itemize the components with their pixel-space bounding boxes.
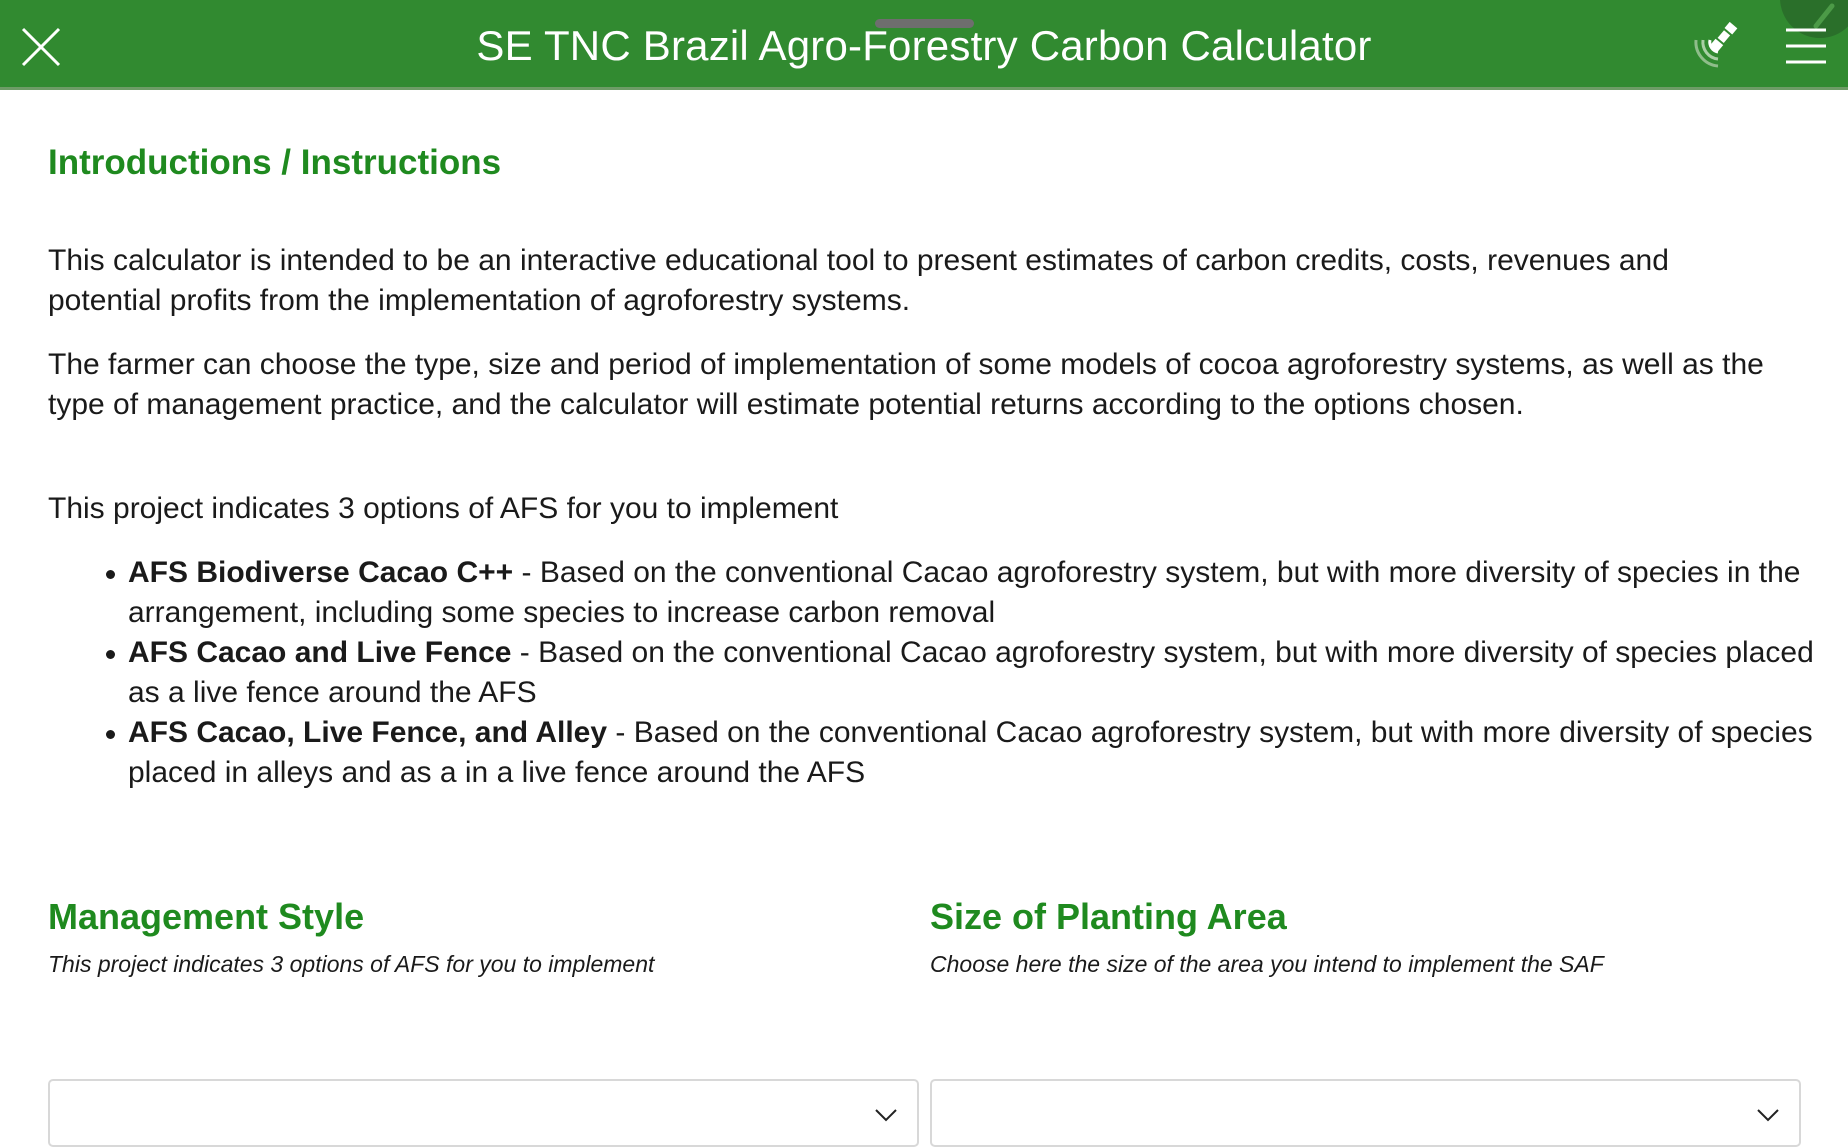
- planting-area-select[interactable]: [930, 1079, 1801, 1147]
- menu-button[interactable]: [1784, 26, 1828, 66]
- hamburger-menu-icon: [1784, 26, 1828, 66]
- afs-option-description: - Based on the conventional Cacao agroforestry system, but with more diversity of species placed in alleys and as a in a live fence around the AFS: [128, 716, 1813, 789]
- intro-heading: Introductions / Instructions: [48, 143, 502, 182]
- management-style-hint: This project indicates 3 options of AFS for you to implement: [48, 951, 655, 977]
- afs-option-name: AFS Cacao and Live Fence: [128, 636, 512, 669]
- afs-option-item: [104, 633, 1814, 713]
- chevron-down-icon: [1755, 1103, 1781, 1125]
- afs-option-description: - Based on the conventional Cacao agroforestry system, but with more diversity of species in the arrangement, including some species to increase carbon removal: [128, 556, 1801, 629]
- gps-button[interactable]: [1688, 18, 1748, 72]
- planting-area-label: Size of Planting Area: [930, 896, 1287, 937]
- app-header: [0, 0, 1848, 90]
- afs-option-item: [104, 553, 1814, 633]
- management-style-field: [48, 895, 919, 979]
- intro-paragraph-3: This project indicates 3 options of AFS for you to implement: [48, 492, 839, 525]
- satellite-gps-icon: [1688, 18, 1748, 72]
- planting-area-field: [930, 895, 1801, 979]
- app-title: SE TNC Brazil Agro-Forestry Carbon Calculator: [476, 22, 1372, 69]
- afs-option-name: AFS Biodiverse Cacao C++: [128, 556, 514, 589]
- afs-option-item: [104, 713, 1814, 793]
- planting-area-hint: Choose here the size of the area you intend to implement the SAF: [930, 951, 1604, 977]
- intro-paragraph-1: This calculator is intended to be an interactive educational tool to present estimates of carbon credits, costs, revenues and potential profits from the implementation of agroforestry systems.: [48, 244, 1669, 317]
- intro-paragraph-2: The farmer can choose the type, size and period of implementation of some models of cocoa agroforestry systems, as well as the type of management practice, and the calculator will estimate potential returns according to the options chosen.: [48, 348, 1764, 421]
- management-style-select[interactable]: [48, 1079, 919, 1147]
- afs-option-name: AFS Cacao, Live Fence, and Alley: [128, 716, 608, 749]
- afs-options-list: [104, 553, 1814, 793]
- chevron-down-icon: [873, 1103, 899, 1125]
- afs-option-description: - Based on the conventional Cacao agroforestry system, but with more diversity of species placed as a live fence around the AFS: [128, 636, 1814, 709]
- management-style-label: Management Style: [48, 896, 365, 937]
